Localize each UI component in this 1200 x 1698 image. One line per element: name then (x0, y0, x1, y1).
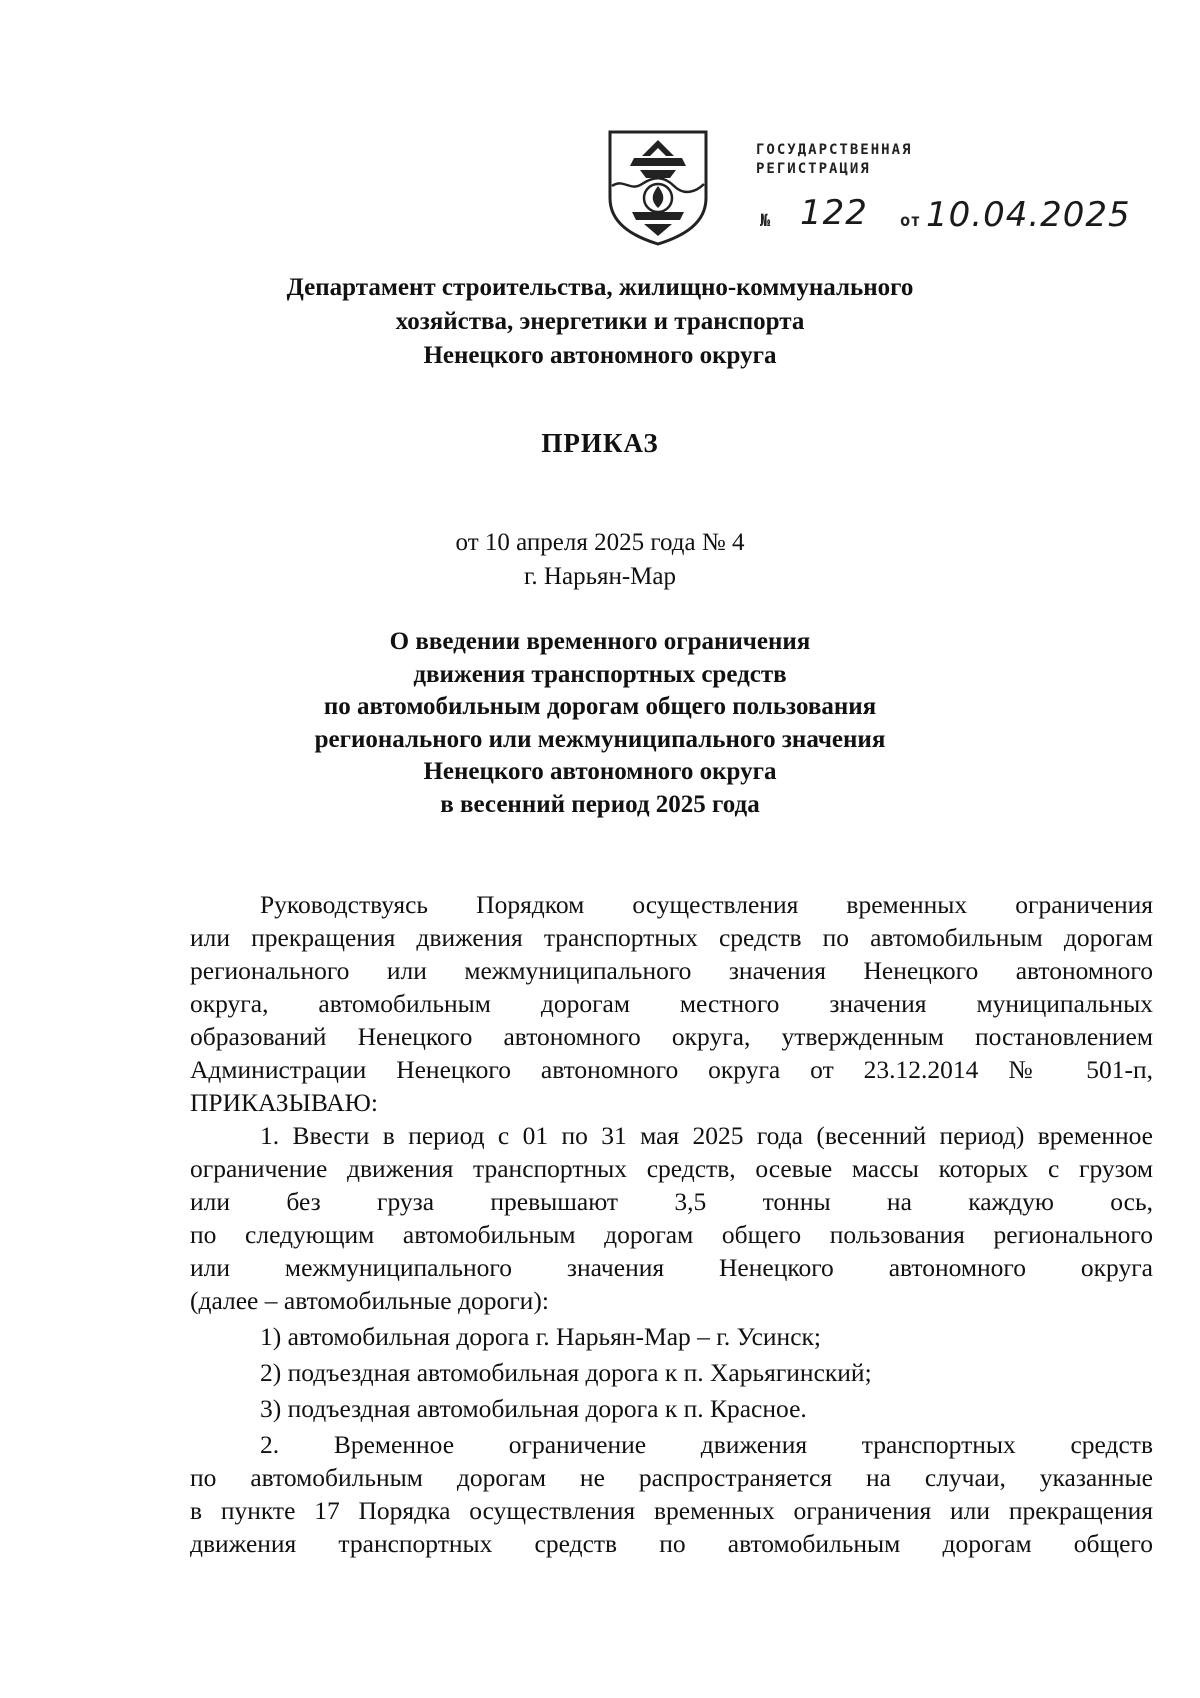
department-line: Ненецкого автономного округа (423, 342, 777, 369)
point2-line: 2. Временное ограничение движения транспортных средств (260, 1430, 1153, 1459)
point1-line: или межмуниципального значения Ненецкого автономного округа (190, 1253, 1153, 1282)
point1-line: ограничение движения транспортных средств, осевые массы которых с грузом (190, 1154, 1153, 1183)
preamble-line: округа, автомобильным дорогам местного значения муниципальных (190, 989, 1153, 1018)
stamp-from-label: от (900, 211, 921, 231)
point1-line: по следующим автомобильным дорогам общего пользования регионального (190, 1220, 1153, 1249)
order-subject (150, 626, 1050, 821)
registration-stamp (756, 141, 1136, 241)
point1-line: 1. Ввести в период с 01 по 31 мая 2025 года (весенний период) временное (260, 1121, 1153, 1150)
stamp-number-value: 122 (800, 193, 868, 233)
subject-line: по автомобильным дорогам общего пользования (323, 693, 877, 720)
road-list-item: 1) автомобильная дорога г. Нарьян-Мар – г. Усинск; (260, 1322, 821, 1351)
order-date-number: от 10 апреля 2025 года № 4 (455, 529, 745, 556)
department-name (160, 271, 1040, 373)
order-body (190, 888, 1153, 1560)
order-place: г. Нарьян-Мар (523, 563, 676, 590)
point2-line: в пункте 17 Порядка осуществления временных ограничения или прекращения (190, 1496, 1153, 1525)
subject-line: в весенний период 2025 года (440, 790, 760, 818)
coat-of-arms-icon (604, 128, 712, 248)
preamble-line: Администрации Ненецкого автономного округа от 23.12.2014 № 501-п, (190, 1055, 1153, 1084)
point1-line: или без груза превышают 3,5 тонны на каждую ось, (190, 1187, 1153, 1216)
subject-line: Ненецкого автономного округа (423, 758, 777, 785)
preamble-line: образований Ненецкого автономного округа, утвержденным постановлением (190, 1022, 1153, 1051)
preamble-line: регионального или межмуниципального значения Ненецкого автономного (190, 956, 1153, 985)
order-meta (160, 526, 1040, 594)
subject-line: регионального или межмуниципального значения (314, 725, 886, 753)
point1-line: (далее – автомобильные дороги): (190, 1286, 549, 1315)
stamp-line-1: ГОСУДАРСТВЕННАЯ (756, 142, 913, 158)
preamble-line: ПРИКАЗЫВАЮ: (190, 1088, 378, 1117)
preamble-line: или прекращения движения транспортных средств по автомобильным дорогам (190, 923, 1153, 952)
road-list-item: 3) подъездная автомобильная дорога к п. Красное. (260, 1394, 807, 1423)
order-title: ПРИКАЗ (541, 428, 659, 458)
road-list-item: 2) подъездная автомобильная дорога к п. Харьягинский; (260, 1358, 872, 1387)
subject-line: О введении временного ограничения (389, 628, 811, 655)
department-line: Департамент строительства, жилищно-коммунального (286, 274, 914, 301)
stamp-date-value: 10.04.2025 (926, 195, 1131, 235)
stamp-number-label: № (760, 211, 771, 231)
stamp-line-2: РЕГИСТРАЦИЯ (756, 161, 871, 177)
point2-line: движения транспортных средств по автомобильным дорогам общего (190, 1529, 1153, 1558)
department-line: хозяйства, энергетики и транспорта (395, 308, 805, 335)
stamp-registration-line (760, 193, 1140, 237)
subject-line: движения транспортных средств (413, 660, 787, 688)
point2-line: по автомобильным дорогам не распространяется на случаи, указанные (190, 1463, 1153, 1492)
preamble-line: Руководствуясь Порядком осуществления временных ограничения (260, 890, 1153, 919)
